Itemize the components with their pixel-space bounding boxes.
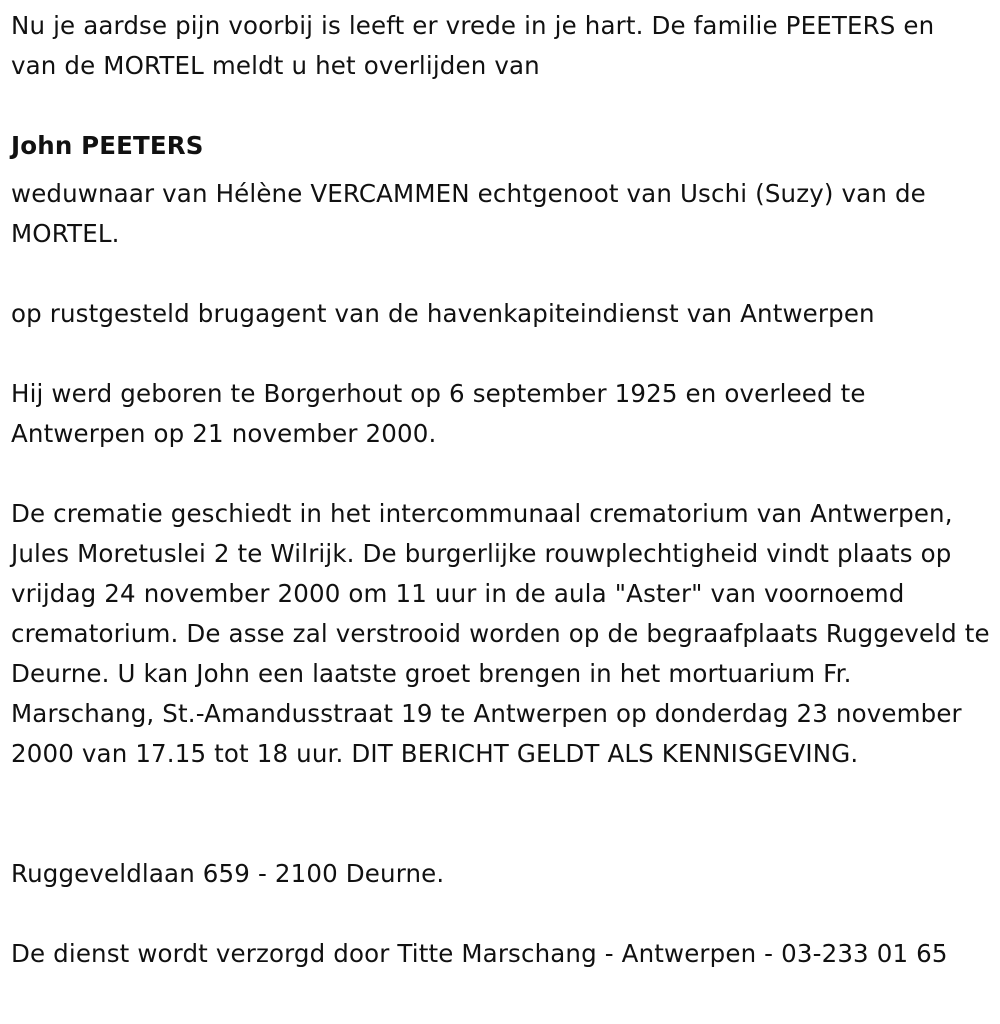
- occupation-paragraph: op rustgesteld brugagent van de havenkapiteindienst van Antwerpen: [11, 299, 875, 328]
- birth-death-paragraph: Hij werd geboren te Borgerhout op 6 september 1925 en overleed te Antwerpen op 21 november 2000.: [11, 379, 866, 448]
- funeral-details-paragraph: De crematie geschiedt in het intercommunaal crematorium van Antwerpen, Jules Moretuslei 2 te Wilrijk. De burgerlijke rouwplechtigheid vindt plaats op vrijdag 24 november 2000 om 11 uur in de aula "Aster" van voornoemd crematorium. De asse zal verstrooid worden op de begraafplaats Ruggeveld te Deurne. U kan John een laatste groet brengen in het mortuarium Fr. Marschang, St.-Amandusstraat 19 te Antwerpen op donderdag 23 november 2000 van 17.15 tot 18 uur. DIT BERICHT GELDT ALS KENNISGEVING.: [11, 499, 990, 768]
- address-line: Ruggeveldlaan 659 - 2100 Deurne.: [11, 859, 445, 888]
- family-relations-paragraph: weduwnaar van Hélène VERCAMMEN echtgenoot van Uschi (Suzy) van de MORTEL.: [11, 179, 926, 248]
- deceased-name: John PEETERS: [11, 131, 204, 160]
- intro-paragraph: Nu je aardse pijn voorbij is leeft er vrede in je hart. De familie PEETERS en van de MORTEL meldt u het overlijden van: [11, 11, 935, 80]
- funeral-service-line: De dienst wordt verzorgd door Titte Marschang - Antwerpen - 03-233 01 65: [11, 939, 948, 968]
